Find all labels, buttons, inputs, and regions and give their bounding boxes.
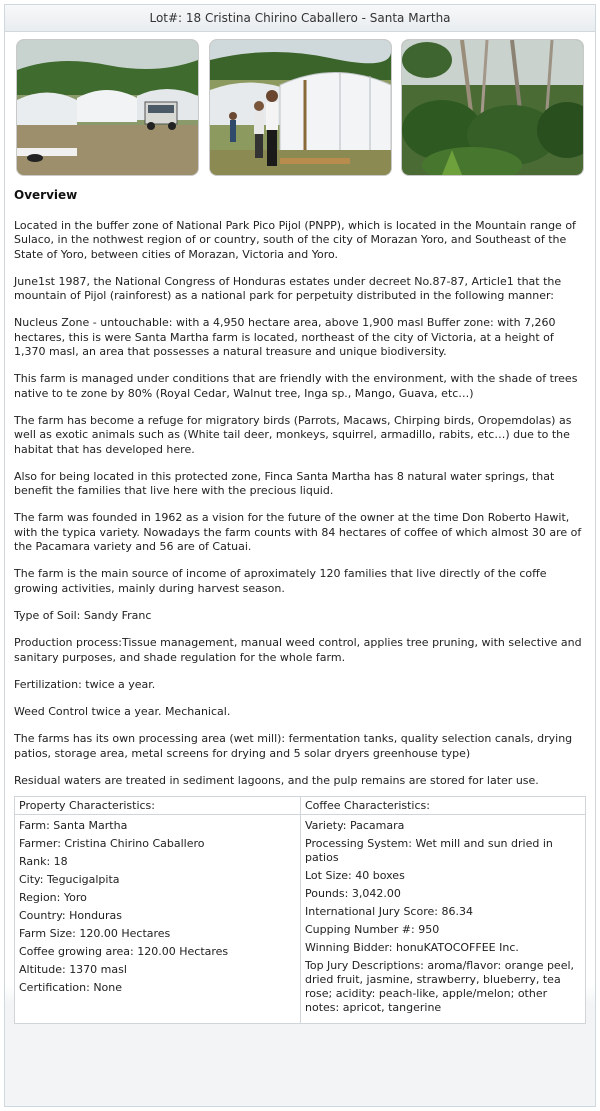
- overview-paragraph: Also for being located in this protected zone, Finca Santa Martha has 8 natural water springs, that benefit the families that live here with the precious liquid.: [14, 469, 555, 498]
- property-row: Coffee growing area: 120.00 Hectares: [19, 945, 229, 959]
- coffee-plants-photo-icon: [402, 40, 583, 175]
- overview-paragraph: Nucleus Zone - untouchable: with a 4,950 hectare area, above 1,900 masl Buffer zone: with 7,260 hectares, this is were Santa Martha farm is located, northeast of the city of Victoria, at a height of 1,370 masl, an area that possesses a natural treasure and unique biodiversity.: [14, 316, 556, 359]
- overview-paragraph: The farms has its own processing area (wet mill): fermentation tanks, quality selection canals, drying patios, storage area, metal screens for drying and 5 solar dryers greenhouse type): [14, 732, 573, 760]
- coffee-row: Winning Bidder: honuKATOCOFFEE Inc.: [305, 941, 519, 955]
- overview-paragraph: Type of Soil: Sandy Franc: [14, 608, 152, 622]
- property-row: Rank: 18: [19, 855, 68, 869]
- overview-paragraph: Production process:Tissue management, manual weed control, applies tree pruning, with selective and sanitary purposes, and shade regulation for the whole farm.: [14, 636, 582, 664]
- coffee-row: Lot Size: 40 boxes: [305, 869, 405, 883]
- photo-coffee-plants[interactable]: [401, 39, 584, 176]
- coffee-row: Top Jury Descriptions: aroma/flavor: orange peel, dried fruit, jasmine, strawberry, blueberry, tea rose; acidity: peach-like, apple/melon; other notes: apricot, tangerine: [305, 959, 575, 1015]
- property-row: Country: Honduras: [19, 909, 123, 923]
- overview-paragraph: Weed Control twice a year. Mechanical.: [14, 705, 231, 719]
- coffee-characteristics: [300, 797, 585, 1023]
- greenhouse-vehicle-photo-icon: [17, 40, 198, 175]
- property-row: Region: Yoro: [19, 891, 87, 905]
- overview-paragraph: The farm was founded in 1962 as a vision for the future of the owner at the time Don Roberto Hawit, with the typica variety. Nowadays the farm counts with 84 hectares of coffee of which almost 30 are of the Pacamara variety and 56 are of Catuai.: [14, 511, 582, 554]
- overview-paragraph: The farm is the main source of income of aproximately 120 families that live directly of the coffe growing activities, mainly during harvest season.: [14, 567, 547, 595]
- coffee-row: Pounds: 3,042.00: [305, 887, 401, 901]
- overview-heading: Overview: [14, 188, 78, 202]
- photo-greenhouse-vehicle[interactable]: [16, 39, 199, 176]
- property-row: Certification: None: [19, 981, 123, 995]
- property-heading: Property Characteristics:: [15, 797, 300, 815]
- greenhouse-people-photo-icon: [210, 40, 391, 175]
- property-row: Farmer: Cristina Chirino Caballero: [19, 837, 205, 851]
- overview-paragraph: June1st 1987, the National Congress of Honduras estates under decreet No.87-87, Article1 that the mountain of Pijol (rainforest) as a national park for perpetuity distributed in the following manner:: [14, 274, 562, 303]
- overview-paragraph: Fertilization: twice a year.: [14, 677, 156, 691]
- characteristics-table: [14, 796, 586, 1024]
- overview-paragraph: This farm is managed under conditions that are friendly with the environment, with the shade of trees native to te zone by 80% (Royal Cedar, Walnut tree, Inga sp., Mango, Guava, etc…): [14, 372, 578, 400]
- photo-strip: [5, 32, 595, 176]
- lot-title: Lot#: 18 Cristina Chirino Caballero - Santa Martha: [5, 5, 595, 32]
- photo-greenhouse-people[interactable]: [209, 39, 392, 176]
- coffee-row: Processing System: Wet mill and sun dried in patios: [305, 837, 553, 865]
- property-row: Farm Size: 120.00 Hectares: [19, 927, 171, 941]
- coffee-row: Variety: Pacamara: [305, 819, 405, 833]
- property-row: City: Tegucigalpita: [19, 873, 120, 887]
- overview-paragraph: Residual waters are treated in sediment lagoons, and the pulp remains are stored for later use.: [14, 774, 539, 788]
- coffee-heading: Coffee Characteristics:: [301, 797, 585, 815]
- overview-paragraph: The farm has become a refuge for migratory birds (Parrots, Macaws, Chirping birds, Oropemdolas) as well as exotic animals such as (White tail deer, monkeys, squirrel, armadillo, rabits, etc…) due to the habitat that has developed here.: [14, 413, 572, 456]
- coffee-row: International Jury Score: 86.34: [305, 905, 473, 919]
- property-characteristics: [15, 797, 300, 1023]
- overview-paragraph: Located in the buffer zone of National Park Pico Pijol (PNPP), which is located in the Mountain range of Sulaco, in the nothwest region of or country, south of the city of Morazan Yoro, and Southeast of the State of Yoro, between cities of Morazan, Victoria and Yoro.: [14, 219, 576, 261]
- overview-section: [5, 186, 595, 1024]
- lot-panel: [4, 4, 596, 1107]
- property-row: Farm: Santa Martha: [19, 819, 128, 833]
- property-row: Altitude: 1370 masl: [19, 963, 127, 977]
- coffee-row: Cupping Number #: 950: [305, 923, 440, 937]
